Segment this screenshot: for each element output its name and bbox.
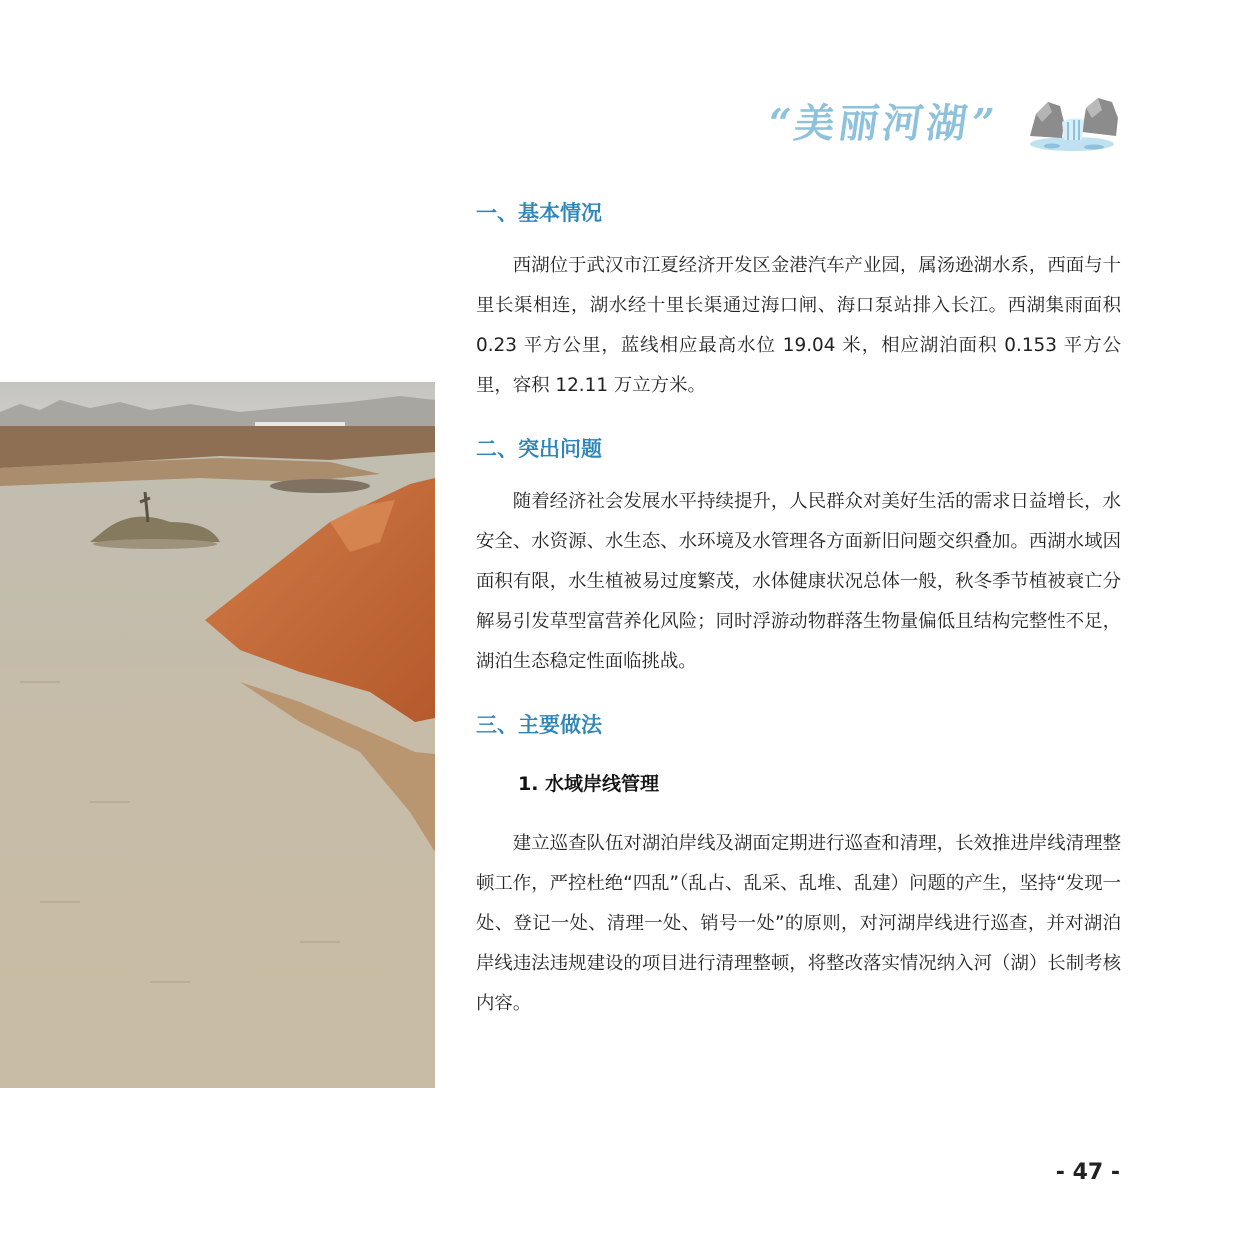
section-paragraph-basic: 西湖位于武汉市江夏经济开发区金港汽车产业园，属汤逊湖水系，西面与十里长渠相连，湖水经十里长渠通过海口闸、海口泵站排入长江。西湖集雨面积 0.23 平方公里，蓝线相应最高水位 19.04 米，相应湖泊面积 0.153 平方公里，容积 12.11 万立方米。: [476, 255, 1121, 396]
section-heading-practices: 三、主要做法: [476, 713, 602, 737]
section-heading-basic: 一、基本情况: [476, 201, 602, 225]
section-heading-problems: 二、突出问题: [476, 437, 602, 461]
rock-waterfall-icon: [1022, 92, 1122, 154]
page-number: - 47 -: [1055, 1160, 1120, 1185]
lake-shore-photo: [0, 382, 435, 1088]
section-paragraph-shoreline: 建立巡查队伍对湖泊岸线及湖面定期进行巡查和清理，长效推进岸线清理整顿工作，严控杜绝“四乱”（乱占、乱采、乱堆、乱建）问题的产生，坚持“发现一处、登记一处、清理一处、销号一处”的原则，对河湖岸线进行巡查，并对湖泊岸线违法违规建设的项目进行清理整顿，将整改落实情况纳入河（湖）长制考核内容。: [476, 833, 1121, 1014]
article-body: [476, 190, 1121, 1024]
chapter-title: “美丽河湖”: [764, 100, 1001, 147]
sub-heading-shoreline: 1. 水域岸线管理: [518, 773, 660, 795]
section-paragraph-problems: 随着经济社会发展水平持续提升，人民群众对美好生活的需求日益增长，水安全、水资源、水生态、水环境及水管理各方面新旧问题交织叠加。西湖水域因面积有限，水生植被易过度繁茂，水体健康状况总体一般，秋冬季节植被衰亡分解易引发草型富营养化风险；同时浮游动物群落生物量偏低且结构完整性不足，湖泊生态稳定性面临挑战。: [476, 491, 1121, 672]
